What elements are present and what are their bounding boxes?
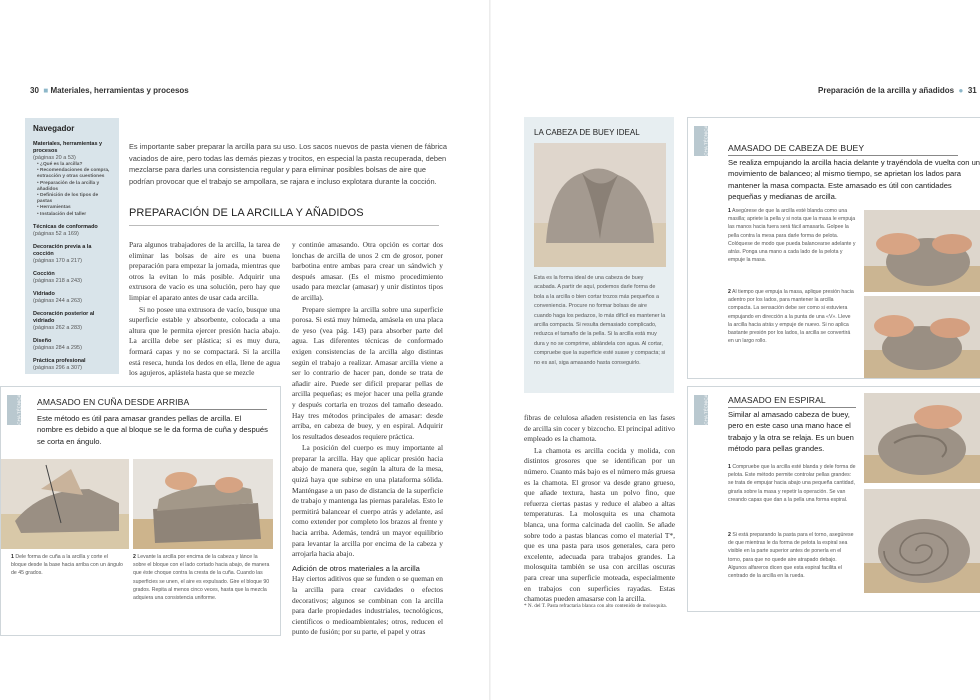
ficha-title: AMASADO EN CUÑA DESDE ARRIBA	[37, 397, 190, 407]
navigator-section-label: Decoración previa a la cocción	[33, 243, 92, 257]
navigator-section-label: Diseño	[33, 337, 52, 344]
right-running-head	[818, 86, 977, 95]
ficha-tag: FICHA TÉCNICA 04	[694, 126, 708, 156]
ficha-title-rule	[728, 407, 856, 408]
navigator-section[interactable]	[33, 358, 111, 372]
right-page-number: 31	[967, 86, 977, 95]
page-gutter	[489, 0, 491, 700]
navigator-section-pages: (páginas 296 a 307)	[33, 364, 82, 371]
ficha-step-1: 1 Dele forma de cuña a la arcilla y corte el bloque desde la base hacia arriba con un ángulo de 45 grados.	[11, 554, 123, 577]
ficha-step-1: 1 Asegúrese de que la arcilla esté blanda como una masilla; apriete la pella y si nota que la masa le empuja las manos hacia fuera será fácil amasarla. Golpee la pella contra la mesa para darle forma de pelota. Colóquese de modo que pueda balancearse adelante y atrás. Ponga una mano a cada lado de la pelota y empuje la masa.	[728, 208, 856, 264]
ficha-title-rule	[728, 155, 958, 156]
section-title: PREPARACIÓN DE LA ARCILLA Y AÑADIDOS	[129, 207, 364, 219]
ficha-espiral-box	[687, 386, 980, 612]
navigator-title: Navegador	[33, 124, 75, 133]
navigator-section-label: Vidriado	[33, 290, 55, 297]
navigator-section[interactable]	[33, 271, 111, 285]
navigator-list	[33, 141, 111, 372]
buey-ideal-caption: Esta es la forma ideal de una cabeza de buey acabada. A partir de aquí, podemos darle forma de bola a la arcilla o bien cortar trozos más pequeños a conveniencia. Procure no formar bolsas de aire cuando haga los pedazos, lo más difícil es mantener la arcilla compacta. Si resulta demasiado complicado, reduzca el tamaño de la pella. Si la arcilla está muy dura y no se comprime, ablándela con agua. Al cortar, compruebe que la superficie esté suave y compacta; si no es así, siga amasando hasta conseguirlo.	[534, 275, 666, 366]
navigator-section-pages: (páginas 218 a 243)	[33, 277, 82, 284]
navigator-subitem[interactable]: • Preparación de la arcilla y añadidos	[37, 180, 100, 192]
right-running-title: Preparación de la arcilla y añadidos	[818, 86, 955, 95]
navigator-section[interactable]	[33, 244, 111, 265]
navigator-section[interactable]	[33, 224, 111, 238]
ficha-buey-box	[687, 117, 980, 379]
separator-dot-icon: ■	[41, 86, 49, 95]
navigator-section[interactable]	[33, 291, 111, 305]
body-paragraph: Para algunos trabajadores de la arcilla, la tarea de eliminar las bolsas de aire es una buena preparación para empezar la jornada, mientras que otros la evitan lo más posible. Adquirir una extrusora de vacío es una solución, pero hay que limpiar el aparato antes de usar cada arcilla.	[129, 240, 280, 302]
body-paragraph: y continúe amasando. Otra opción es cortar dos lonchas de arcilla de unos 2 cm de grosor, poner barbotina entre ambas para crear un sándwich y después amasar. (Es el mismo procedimiento usado para mezclar (amasar) y unir distintos tipos de arcilla).	[292, 240, 443, 302]
ficha-step-2: 2 Levante la arcilla por encima de la cabeza y lánce la sobre el bloque con el lado cortado hacia abajo, de manera que éste choque contra la cresta de la cuña. Cuando las superficies se unen, el aire es expulsado. Gire el bloque 90 grados. Repita al menos cinco veces, hasta que la mezcla adquiera una consistencia uniforme.	[133, 554, 270, 602]
ficha-step-2: 2 Al tiempo que empuja la masa, aplique presión hacia adentro por los lados, para mantener la arcilla compacta. La sensación debe ser como si estuviera empujando en dirección a la punta de una «V». Lleve la arcilla hacia atrás y empuje de nuevo. Si no aplica bastante presión por los lados, la arcilla se convertirá en un largo rollo.	[728, 289, 854, 345]
left-running-title: Materiales, herramientas y procesos	[50, 86, 189, 95]
photo-spiral-start	[864, 393, 980, 483]
body-paragraph: Prepare siempre la arcilla sobre una superficie porosa. Si está muy húmeda, amásela en una placa de yeso (vea pág. 143) para absorber parte del agua. Las diferentes técnicas de conformado exigen consistencias de la arcilla algo distintas según el trabajo a realizar. Amasar arcilla viene a ser lo contrario de hacer pan, donde se trata de añadir aire. Puede ser difícil preparar pellas de arcilla pequeñas; es mejor hacer una pella grande y después cortarla en trozos del tamaño deseado. Hay tres métodos principales de amasar: desde arriba, en cabeza de buey, y en espiral. Adquirir los resultados deseados requiere práctica.	[292, 304, 443, 441]
photo-wedge-cut	[1, 459, 129, 549]
navigator-section-pages: (páginas 170 a 217)	[33, 257, 82, 264]
navigator-section-label: Técnicas de conformado	[33, 223, 98, 230]
ficha-title: AMASADO DE CABEZA DE BUEY	[728, 143, 865, 153]
body-paragraph: Si no posee una extrusora de vacío, busque una superficie estable y absorbente, colocada a una altura que le permita ejercer presión hacia abajo. La arcilla debe ser plástica; si es muy dura, formará capas y no se compactará. Si la arcilla está reseca, hunda los dedos en ella, llene de agua los agujeros, aplástela hasta que se mezcle	[129, 304, 280, 378]
left-page-number: 30	[30, 86, 39, 95]
navigator-section-label: Práctica profesional	[33, 357, 86, 364]
navigator-section[interactable]	[33, 311, 111, 332]
body-paragraph: Hay ciertos aditivos que se funden o se queman en la arcilla para crear cavidades o efectos decorativos; algunos se combinan con la arcilla para darle propiedades industriales, tecnológicos, científicos o medioambientales; otros, reducen el punto de fusión; por su parte, el papel y otras	[292, 574, 443, 637]
subheading: Adición de otros materiales a la arcilla	[292, 563, 420, 573]
navigator-subitem[interactable]: • ¿Qué es la arcilla?	[37, 162, 83, 167]
ficha-cuna-box	[0, 386, 281, 636]
ficha-step-2: 2 Si está preparando la pasta para el torno, asegúrese de que mientras le da forma de pelota la espiral sea visible en la parte superior antes de ponerla en el torno, para que no quede aire atrapado debajo. Algunos alfareros dicen que esta espiral facilita el centrado de la arcilla en la rueda.	[728, 532, 854, 580]
navigator-subitem[interactable]: • Instalación del taller	[37, 211, 87, 217]
navigator-subitem[interactable]: • Definición de los tipos de pastas	[37, 193, 99, 205]
footnote: * N. del T. Pasta refractaria blanca con alto contenido de molosquita.	[524, 603, 667, 609]
left-running-head	[30, 86, 189, 95]
body-column-2	[292, 240, 443, 639]
navigator-section-label: Materiales, herramientas y procesos	[33, 141, 103, 154]
navigator-section-label: Decoración posterior al vidriado	[33, 310, 95, 324]
ficha-lead: Este método es útil para amasar grandes pellas de arcilla. El nombre es debido a que al bloque se le da forma de cuña y después se corta en ángulo.	[37, 414, 268, 446]
ficha-step-1: 1 Compruebe que la arcilla esté blanda y dele forma de pelota. Este método permite controlar pellas grandes: se trata de empujar hacia abajo una pequeña cantidad, girarla sobre la masa y repetir la operación. Se van creando capas que dan a la pella una forma espiral.	[728, 464, 856, 503]
navigator-section-pages: (páginas 244 a 263)	[33, 297, 82, 304]
ficha-lead: Se realiza empujando la arcilla hacia delante y trayéndola de vuelta con un movimiento de balanceo; al mismo tiempo, se aprietan los lados para mantener la masa compacta. Este amasado es útil con cantidades pequeñas y medianas de arcilla.	[728, 158, 980, 202]
navigator-section-pages: (páginas 284 a 295)	[33, 344, 82, 351]
section-divider	[129, 225, 439, 226]
photo-bull-head-push	[864, 210, 980, 292]
body-paragraph: La chamota es arcilla cocida y molida, con distintos grosores que se identifican por un número. Cuanto más bajo es el número más gruesa es la chamota. El grosor va desde grano grueso, que añade textura, hasta un polvo fino, que refuerza ciertas pastas y reduce el alabeo a altas temperaturas. La molosquita es una chamota blanca, una forma calcinada del caolín. Se añade sobre todo a pastas blancas como el material T*, que es una pasta para usos generales, cara pero excelente, adecuada para trabajos grandes. La molosquita también se usa con arcillas oscuras para crear una superficie moteada, especialmente en trabajos con superficies rayadas. Estas chamotas pueden amasarse con la arcilla.	[524, 445, 675, 604]
navigator-section[interactable]	[33, 338, 111, 352]
buey-ideal-title: LA CABEZA DE BUEY IDEAL	[534, 128, 640, 137]
body-column-1	[129, 240, 280, 380]
navigator-section[interactable]	[33, 141, 111, 218]
navigator-section-pages: (páginas 20 a 53)	[33, 155, 76, 161]
ficha-tag: FICHA TÉCNICA 05	[694, 395, 708, 425]
navigator-section-label: Cocción	[33, 270, 55, 277]
navigator-subitem[interactable]: • Herramientas	[37, 205, 71, 211]
navigator-section-pages: (páginas 262 a 283)	[33, 324, 82, 331]
navigator-subitem[interactable]: • Recomendaciones de compra, extracción y otras cuestiones	[37, 168, 110, 180]
photo-ideal-bull-head	[534, 143, 666, 267]
photo-spiral-finished	[864, 489, 980, 593]
photo-bull-head-press	[864, 296, 980, 378]
navigator-panel	[25, 118, 119, 374]
body-column-3	[524, 413, 675, 606]
ficha-tag: FICHA TÉCNICA 03	[7, 395, 21, 425]
separator-dot-icon: ●	[956, 86, 966, 95]
ficha-title: AMASADO EN ESPIRAL	[728, 395, 826, 405]
intro-paragraph: Es importante saber preparar la arcilla para su uso. Los sacos nuevos de pasta vienen de fábrica vaciados de aire, pero todas las demás piezas y trocitos, en especial la pasta recuperada, deben mezclarse para darles una consistencia regular y para eliminar posibles bolsas de aire que podrían provocar que el trabajo se ampollara, se rajara e incluso explotara durante la cocción.	[129, 142, 447, 186]
navigator-section-pages: (páginas 52 a 169)	[33, 230, 79, 237]
body-paragraph: fibras de celulosa añaden resistencia en las fases de arcilla sin cocer y bizcocho. El principal aditivo empleado es la chamota.	[524, 413, 675, 444]
ficha-lead: Similar al amasado cabeza de buey, pero en este caso una mano hace el trabajo y la otra se relaja. Es un buen método para pellas grandes.	[728, 410, 854, 454]
ficha-title-rule	[37, 409, 267, 410]
photo-wedge-slam	[133, 459, 273, 549]
body-paragraph: La posición del cuerpo es muy importante al preparar la arcilla. Hay que aplicar presión hacia abajo de manera que, según la altura de la mesa, quizá haya que subirse en una plataforma sólida. Manténgase a un paso de distancia de la superficie de trabajo y mantenga las piernas paralelas. Esto le permitirá balancear el cuerpo atrás y adelante, así como extender por completo los brazos al frente y hacia arriba. Además, tendrá un mayor equilibrio para levantar la arcilla por encima de la cabeza y arrojarla hacia abajo.	[292, 443, 443, 559]
